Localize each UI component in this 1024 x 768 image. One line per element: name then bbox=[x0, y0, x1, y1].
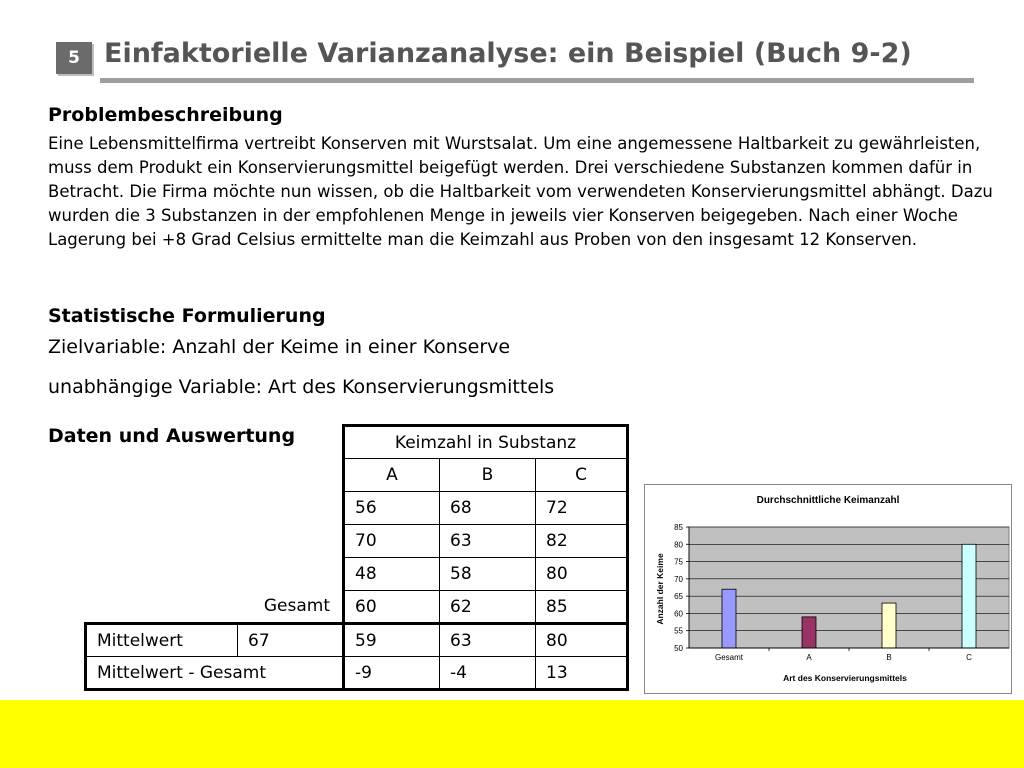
table-header: Keimzahl in Substanz bbox=[344, 426, 628, 459]
table-cell: 48 bbox=[344, 558, 440, 591]
table-row bbox=[86, 591, 628, 624]
table-cell: 72 bbox=[536, 492, 628, 525]
table-spacer bbox=[86, 426, 344, 459]
table-cell: 58 bbox=[440, 558, 536, 591]
chart-x-tick-label: C bbox=[966, 653, 972, 662]
mean-cell-b: 63 bbox=[440, 624, 536, 657]
table-cell: 70 bbox=[344, 525, 440, 558]
chart-y-tick-label: 75 bbox=[674, 557, 683, 567]
table-cell: 85 bbox=[536, 591, 628, 624]
data-table bbox=[84, 424, 629, 691]
chart-bar-gesamt bbox=[722, 589, 736, 648]
table-cell: 80 bbox=[536, 558, 628, 591]
table-cell: 56 bbox=[344, 492, 440, 525]
table-row bbox=[86, 558, 628, 591]
diff-row bbox=[86, 657, 628, 690]
mean-cell-a: 59 bbox=[344, 624, 440, 657]
diff-cell-c: 13 bbox=[536, 657, 628, 690]
table-row bbox=[86, 492, 628, 525]
gesamt-label: Gesamt bbox=[263, 596, 330, 617]
chart-x-tick-label: A bbox=[806, 653, 812, 662]
slide-number-badge: 5 bbox=[56, 42, 92, 74]
chart-title: Durchschnittliche Keimanzahl bbox=[756, 495, 900, 506]
diff-cell-b: -4 bbox=[440, 657, 536, 690]
table-cell: 63 bbox=[440, 525, 536, 558]
mean-bar-chart bbox=[644, 484, 1012, 694]
independent-variable-text: unabhängige Variable: Art des Konservierungsmittels bbox=[48, 376, 555, 398]
chart-bar-b bbox=[882, 603, 896, 648]
mean-row bbox=[86, 624, 628, 657]
table-cell: 62 bbox=[440, 591, 536, 624]
bottom-highlight-bar bbox=[0, 700, 1024, 768]
chart-y-tick-label: 65 bbox=[674, 592, 683, 602]
mean-total-cell: 67 bbox=[238, 624, 344, 657]
chart-y-tick-label: 70 bbox=[674, 574, 683, 584]
chart-y-tick-label: 85 bbox=[674, 523, 683, 532]
chart-bar-c bbox=[962, 544, 976, 648]
chart-svg bbox=[645, 485, 1011, 693]
formulation-heading: Statistische Formulierung bbox=[48, 305, 326, 327]
data-heading: Daten und Auswertung bbox=[48, 425, 296, 447]
diff-cell-a: -9 bbox=[344, 657, 440, 690]
problem-heading: Problembeschreibung bbox=[48, 104, 283, 126]
chart-y-tick-label: 50 bbox=[674, 644, 683, 653]
table-spacer bbox=[86, 459, 344, 492]
chart-bar-a bbox=[802, 617, 816, 648]
table-row bbox=[86, 525, 628, 558]
problem-text: Eine Lebensmittelfirma vertreibt Konserven mit Wurstsalat. Um eine angemessene Haltbarkeit zu gewährleisten, muss dem Produkt ein Konservierungsmittel beigefügt werden. Drei verschiedene Substanzen kommen dafür in Betracht. Die Firma möchte nun wissen, ob die Haltbarkeit vom verwendeten Konservierungsmittel abhängt. Dazu wurden die 3 Substanzen in der empfohlenen Menge in jeweils vier Konserven beigegeben. Nach einer Woche Lagerung bei +8 Grad Celsius ermittelte man die Keimzahl aus Proben von den insgesamt 12 Konserven. bbox=[48, 134, 993, 249]
slide-title: Einfaktorielle Varianzanalyse: ein Beispiel (Buch 9-2) bbox=[104, 38, 912, 69]
mean-cell-c: 80 bbox=[536, 624, 628, 657]
chart-x-axis-label: Art des Konservierungsmittels bbox=[783, 673, 907, 683]
chart-y-tick-label: 60 bbox=[674, 609, 683, 619]
table-cell: 60 bbox=[344, 591, 440, 624]
table-cell: 68 bbox=[440, 492, 536, 525]
column-header-c: C bbox=[536, 459, 628, 492]
diff-label: Mittelwert - Gesamt bbox=[86, 657, 344, 690]
mean-label: Mittelwert bbox=[86, 624, 238, 657]
chart-plot-area bbox=[689, 527, 1009, 648]
column-header-b: B bbox=[440, 459, 536, 492]
target-variable-text: Zielvariable: Anzahl der Keime in einer Konserve bbox=[48, 336, 511, 358]
chart-x-tick-label: Gesamt bbox=[714, 653, 744, 662]
chart-y-tick-label: 55 bbox=[674, 626, 683, 636]
chart-y-axis-label: Anzahl der Keime bbox=[655, 553, 665, 625]
chart-x-tick-label: B bbox=[886, 653, 892, 662]
table-cell: 82 bbox=[536, 525, 628, 558]
title-underline bbox=[100, 78, 974, 83]
column-header-a: A bbox=[344, 459, 440, 492]
chart-y-tick-label: 80 bbox=[674, 540, 683, 550]
